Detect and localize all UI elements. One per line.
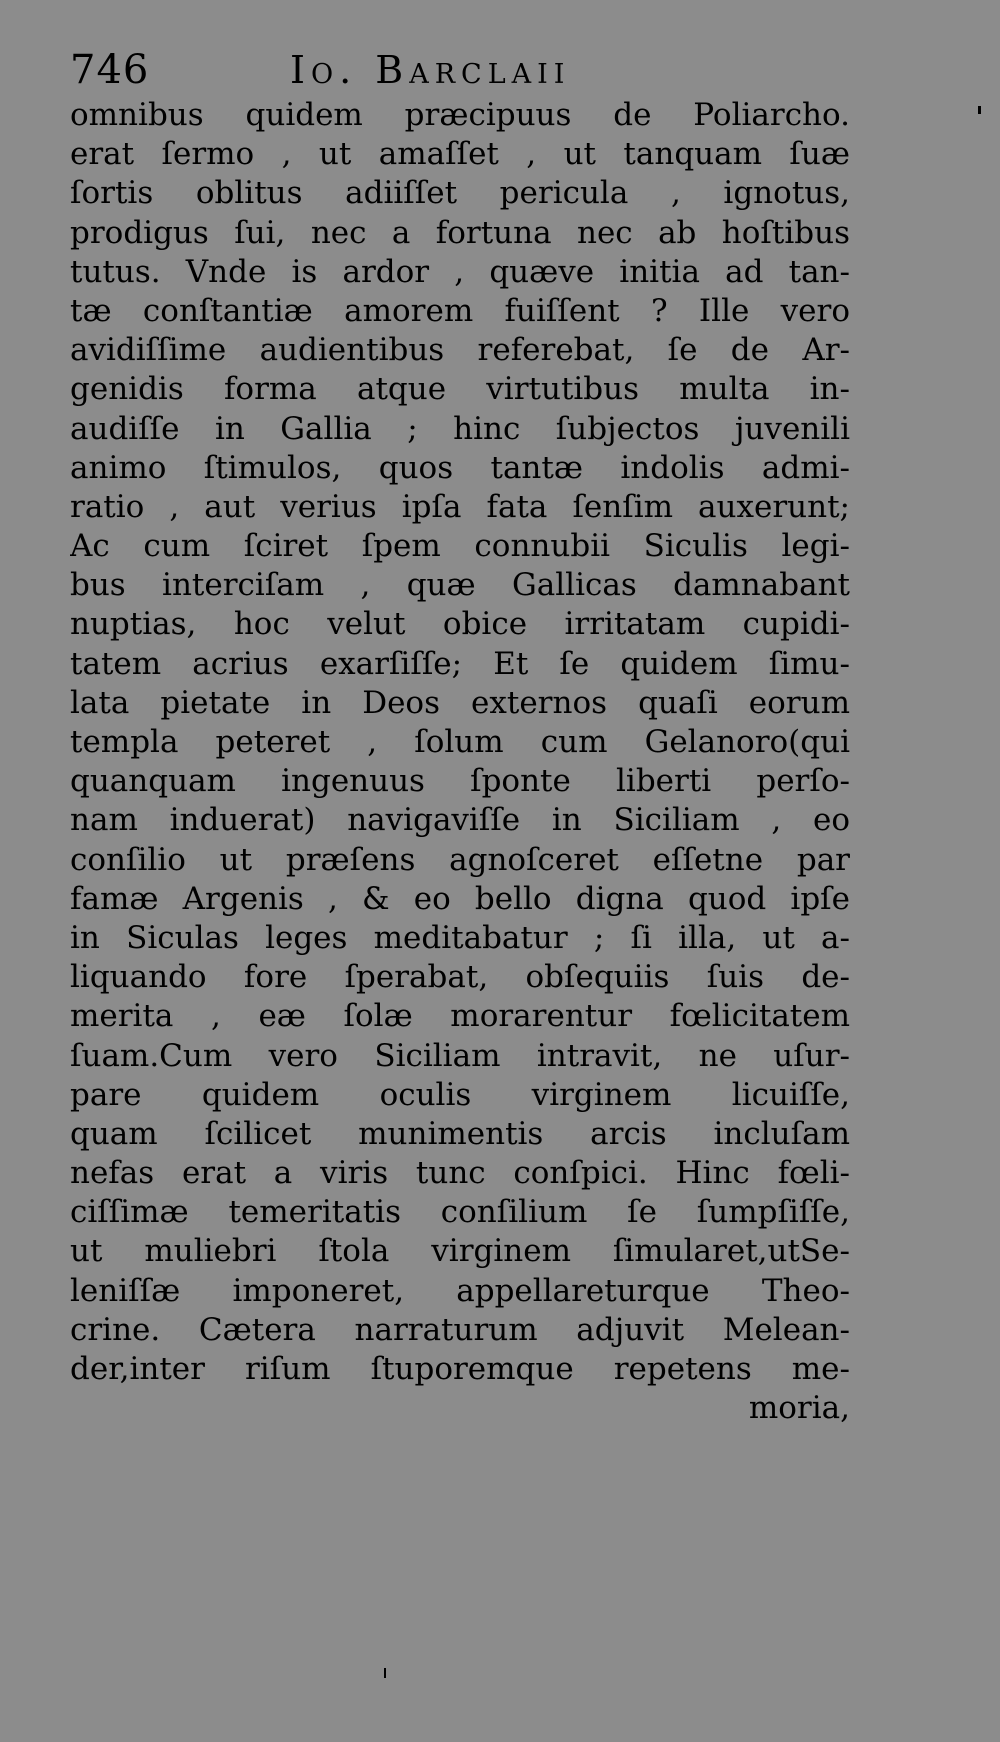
text-line: ratio , aut verius ipſa fata ſenſim auxerunt; xyxy=(70,488,850,525)
text-line: lata pietate in Deos externos quaſi eorum xyxy=(70,684,850,721)
text-line: tutus. Vnde is ardor , quæve initia ad tan- xyxy=(70,253,850,290)
text-line: der,inter riſum ſtuporemque repetens me- xyxy=(70,1351,850,1387)
text-line: nefas erat a viris tunc conſpici. Hinc fœli- xyxy=(70,1155,850,1192)
text-line: ſortis oblitus adiiſſet pericula , ignotus, xyxy=(70,175,850,212)
text-line: omnibus quidem præcipuus de Poliarcho. xyxy=(70,97,850,133)
body-text xyxy=(70,96,850,1428)
text-line: quanquam ingenuus ſponte liberti perſo- xyxy=(70,763,850,800)
text-line: templa peteret , ſolum cum Gelanoro(qui xyxy=(70,724,850,760)
text-line: bus interciſam , quæ Gallicas damnabant xyxy=(70,567,850,604)
text-line: in Siculas leges meditabatur ; ſi illa, ut a- xyxy=(70,919,850,956)
text-line: prodigus ſui, nec a fortuna nec ab hoſtibus xyxy=(70,214,850,251)
text-line: genidis forma atque virtutibus multa in- xyxy=(70,371,850,408)
ink-speck xyxy=(384,1668,386,1678)
text-line: avidiſſime audientibus referebat, ſe de Ar- xyxy=(70,332,850,369)
running-head: Io. Barclaii xyxy=(290,48,571,92)
text-line: ſuam.Cum vero Siciliam intravit, ne uſur- xyxy=(70,1037,850,1074)
text-line: ciſſimæ temeritatis conſilium ſe ſumpſiſſe, xyxy=(70,1194,850,1231)
text-line: liquando fore ſperabat, obſequiis ſuis de- xyxy=(70,959,850,996)
text-line: audiſſe in Gallia ; hinc ſubjectos juvenili xyxy=(70,410,850,447)
text-line: leniſſæ imponeret, appellareturque Theo- xyxy=(70,1272,850,1309)
text-line: merita , eæ ſolæ morarentur fœlicitatem xyxy=(70,998,850,1035)
text-line: quam ſcilicet munimentis arcis incluſam xyxy=(70,1115,850,1152)
text-line: famæ Argenis , & eo bello digna quod ipſe xyxy=(70,880,850,917)
text-line: erat ſermo , ut amaſſet , ut tanquam ſuæ xyxy=(70,136,850,173)
page-header xyxy=(70,40,930,100)
text-line: crine. Cætera narraturum adjuvit Melean- xyxy=(70,1311,850,1348)
text-line: conſilio ut præſens agnoſceret eſſetne par xyxy=(70,841,850,878)
ink-speck xyxy=(978,106,981,114)
text-line: Ac cum ſciret ſpem connubii Siculis legi- xyxy=(70,528,850,565)
text-line: tæ conſtantiæ amorem fuiſſent ? Ille vero xyxy=(70,292,850,329)
page-number: 746 xyxy=(70,47,150,93)
text-line: pare quidem oculis virginem licuiſſe, xyxy=(70,1076,850,1113)
text-line: animo ſtimulos, quos tantæ indolis admi- xyxy=(70,449,850,486)
text-line: nuptias, hoc velut obice irritatam cupidi- xyxy=(70,606,850,643)
text-line: tatem acrius exarſiſſe; Et ſe quidem ſimu- xyxy=(70,645,850,682)
text-line: ut muliebri ſtola virginem ſimularet,utSe- xyxy=(70,1233,850,1270)
text-line-catchword: moria, xyxy=(748,1390,850,1427)
text-line: nam induerat) navigaviſſe in Siciliam , eo xyxy=(70,802,850,839)
